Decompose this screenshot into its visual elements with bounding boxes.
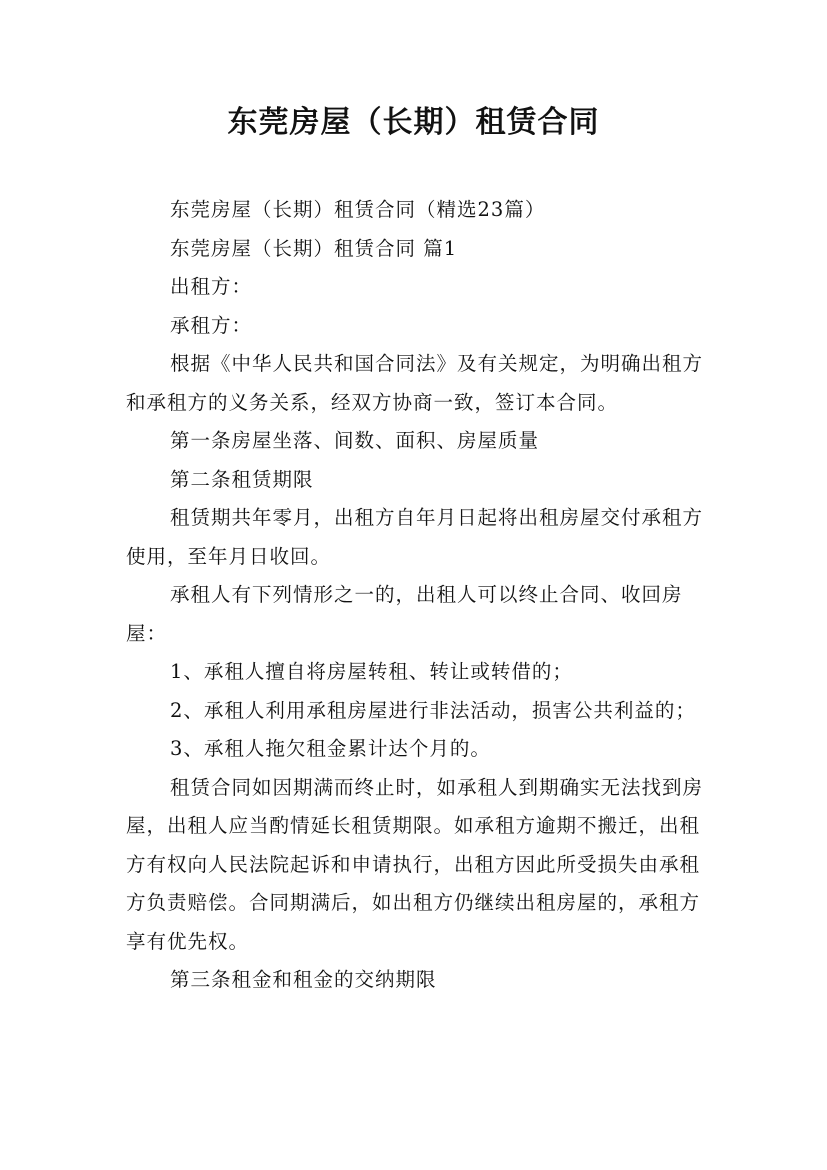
paragraph-expiry-terms: 租赁合同如因期满而终止时，如承租人到期确实无法找到房屋，出租人应当酌情延长租赁期限。如承租方逾期不搬迁，出租方有权向人民法院起诉和申请执行，出租方因此所受损失由承租方负责赔偿。合同期满后，如出租方仍继续出租房屋的，承租方享有优先权。 [126,775,704,953]
paragraph-subtitle: 东莞房屋（长期）租赁合同（精选23篇） [170,198,546,221]
paragraph-preamble: 根据《中华人民共和国合同法》及有关规定，为明确出租方和承租方的义务关系，经双方协商一致，签订本合同。 [126,352,704,414]
paragraph-termination-conditions: 承租人有下列情形之一的，出租人可以终止合同、收回房屋： [126,583,683,645]
paragraph-article-1: 第一条房屋坐落、间数、面积、房屋质量 [170,429,540,452]
paragraph-condition-3: 3、承租人拖欠租金累计达个月的。 [170,737,491,760]
paragraph-article-3: 第三条租金和租金的交纳期限 [170,968,437,991]
paragraph-lease-term: 租赁期共年零月，出租方自年月日起将出租房屋交付承租方使用，至年月日收回。 [126,506,704,568]
document-body [126,191,708,1000]
paragraph-article-2: 第二条租赁期限 [170,467,314,491]
paragraph-section-heading: 东莞房屋（长期）租赁合同 篇1 [170,236,458,260]
paragraph-lessor: 出租方： [170,275,253,298]
paragraph-condition-1: 1、承租人擅自将房屋转租、转让或转借的； [170,660,573,683]
document-title: 东莞房屋（长期）租赁合同 [227,105,600,140]
paragraph-lessee: 承租方： [170,313,253,337]
paragraph-condition-2: 2、承租人利用承租房屋进行非法活动，损害公共利益的； [170,698,696,722]
